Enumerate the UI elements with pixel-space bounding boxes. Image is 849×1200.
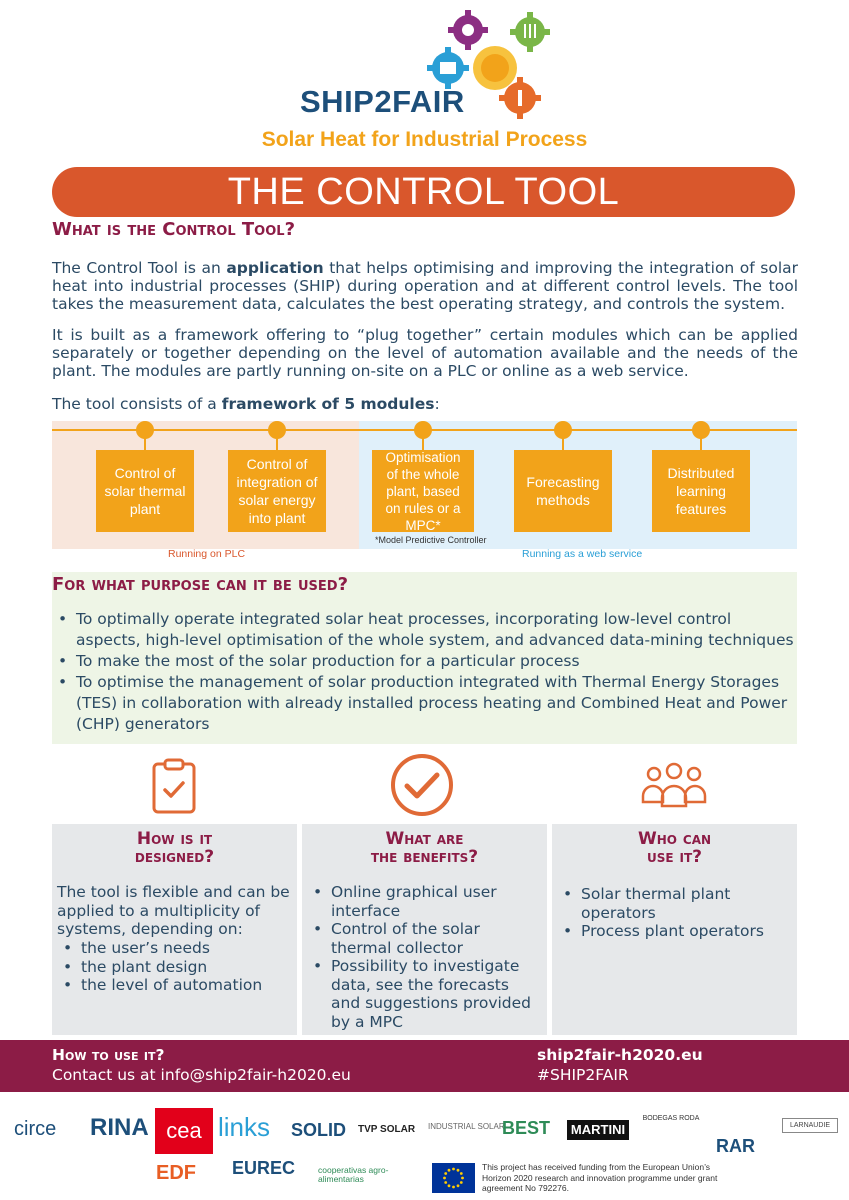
partner-logo-edf: EDF bbox=[156, 1162, 196, 1184]
list-item: • To make the most of the solar production for a particular process bbox=[52, 651, 797, 672]
partner-logo-eurec: EUREC bbox=[232, 1158, 296, 1178]
benefits-list bbox=[307, 883, 543, 1031]
list-item: • the user’s needs bbox=[57, 939, 293, 958]
module-dot bbox=[692, 421, 710, 439]
what-heading: What is the Control Tool? bbox=[52, 219, 296, 240]
page-title: THE CONTROL TOOL bbox=[52, 167, 795, 217]
module-distributed-learning: Distributed learning features bbox=[652, 450, 750, 532]
people-group-icon bbox=[640, 762, 708, 810]
list-item: • To optimally operate integrated solar heat processes, incorporating low-level control aspects, high-level optimisation of the whole system, and advanced data-mining techniques bbox=[52, 609, 797, 651]
module-plant-optimisation: Optimisation of the whole plant, based on rules or a MPC* bbox=[372, 450, 474, 532]
partner-logo-tvp-solar: TVP SOLAR bbox=[358, 1124, 416, 1135]
eu-funding-notice: This project has received funding from the European Union’s Horizon 2020 research and innovation programme under grant agreement No 792276. bbox=[482, 1162, 718, 1193]
brand-subtitle: Solar Heat for Industrial Process bbox=[261, 128, 588, 151]
how-to-use-heading: How to use it? bbox=[52, 1046, 165, 1064]
website-link[interactable]: ship2fair-h2020.eu bbox=[537, 1046, 703, 1064]
list-item: • the plant design bbox=[57, 958, 293, 977]
eu-flag-icon bbox=[432, 1163, 475, 1193]
web-service-label: Running as a web service bbox=[522, 548, 643, 560]
plc-label: Running on PLC bbox=[168, 548, 246, 560]
partner-logo-solid: SOLID bbox=[291, 1120, 347, 1140]
clipboard-check-icon bbox=[150, 758, 198, 816]
partner-logo-links: links bbox=[218, 1112, 271, 1142]
users-list bbox=[557, 885, 793, 941]
module-dot bbox=[136, 421, 154, 439]
module-dot bbox=[268, 421, 286, 439]
module-stem bbox=[276, 438, 278, 450]
module-dot bbox=[554, 421, 572, 439]
partner-logo-rar: RAR bbox=[716, 1136, 755, 1156]
what-paragraph-2: It is built as a framework offering to “plug together” certain modules which can be applied separately or together depending on the level of automation available and the needs of the plant. The modules are partly running on-site on a PLC or online as a web service. bbox=[52, 326, 798, 380]
module-stem bbox=[700, 438, 702, 450]
partner-logo-larnaudie: LARNAUDIE bbox=[782, 1118, 838, 1133]
list-item: • Process plant operators bbox=[557, 922, 793, 941]
mpc-footnote: *Model Predictive Controller bbox=[375, 535, 487, 545]
partner-logo-industrial-solar: INDUSTRIAL SOLAR bbox=[428, 1122, 505, 1131]
purpose-list bbox=[52, 609, 797, 735]
design-column bbox=[52, 824, 297, 1035]
list-item: • Control of the solar thermal collector bbox=[307, 920, 543, 957]
module-solar-thermal-control: Control of solar thermal plant bbox=[96, 450, 194, 532]
list-item: • Solar thermal plant operators bbox=[557, 885, 793, 922]
list-item: • Possibility to investigate data, see the forecasts and suggestions provided by a MPC bbox=[307, 957, 543, 1031]
partner-logo-cooperativas: cooperativas agro-alimentarias bbox=[318, 1165, 389, 1184]
purpose-heading: For what purpose can it be used? bbox=[52, 574, 349, 595]
partner-logo-martini: MARTINI bbox=[567, 1120, 629, 1140]
what-paragraph-3: The tool consists of a framework of 5 modules: bbox=[52, 395, 440, 413]
partner-logo-rina: RINA bbox=[90, 1114, 149, 1141]
module-stem bbox=[144, 438, 146, 450]
benefits-column bbox=[302, 824, 547, 1035]
module-dot bbox=[414, 421, 432, 439]
partner-logo-cea: cea bbox=[155, 1108, 213, 1154]
list-item: • Online graphical user interface bbox=[307, 883, 543, 920]
design-text: The tool is flexible and can be applied to a multiplicity of systems, depending on: bbox=[57, 883, 290, 938]
module-stem bbox=[562, 438, 564, 450]
module-integration-control: Control of integration of solar energy into plant bbox=[228, 450, 326, 532]
design-heading: How is it designed? bbox=[134, 829, 215, 867]
check-circle-icon bbox=[389, 752, 455, 818]
users-column bbox=[552, 824, 797, 1035]
hashtag: #SHIP2FAIR bbox=[537, 1066, 629, 1084]
list-item: • the level of automation bbox=[57, 976, 293, 995]
contact-email[interactable]: Contact us at info@ship2fair-h2020.eu bbox=[52, 1066, 351, 1084]
design-list bbox=[57, 939, 293, 995]
module-forecasting: Forecasting methods bbox=[514, 450, 612, 532]
brand-name: SHIP2FAIR bbox=[300, 84, 465, 119]
users-heading: Who can use it? bbox=[637, 829, 712, 867]
partner-logo-circe: circe bbox=[14, 1118, 57, 1140]
partner-logo-bodegas-roda: BODEGAS RODA bbox=[642, 1115, 700, 1122]
what-paragraph-1: The Control Tool is an application that helps optimising and improving the integration of solar heat into industrial processes (SHIP) during operation and at different control levels. The tool takes the measurement data, calculates the best operating strategy, and controls the system. bbox=[52, 259, 798, 313]
partner-logo-best: BEST bbox=[502, 1118, 551, 1138]
benefits-heading: What are the benefits? bbox=[370, 829, 479, 867]
list-item: • To optimise the management of solar production integrated with Thermal Energy Storages (TES) in collaboration with already installed process heating and Combined Heat and Power (CHP) generators bbox=[52, 672, 797, 735]
